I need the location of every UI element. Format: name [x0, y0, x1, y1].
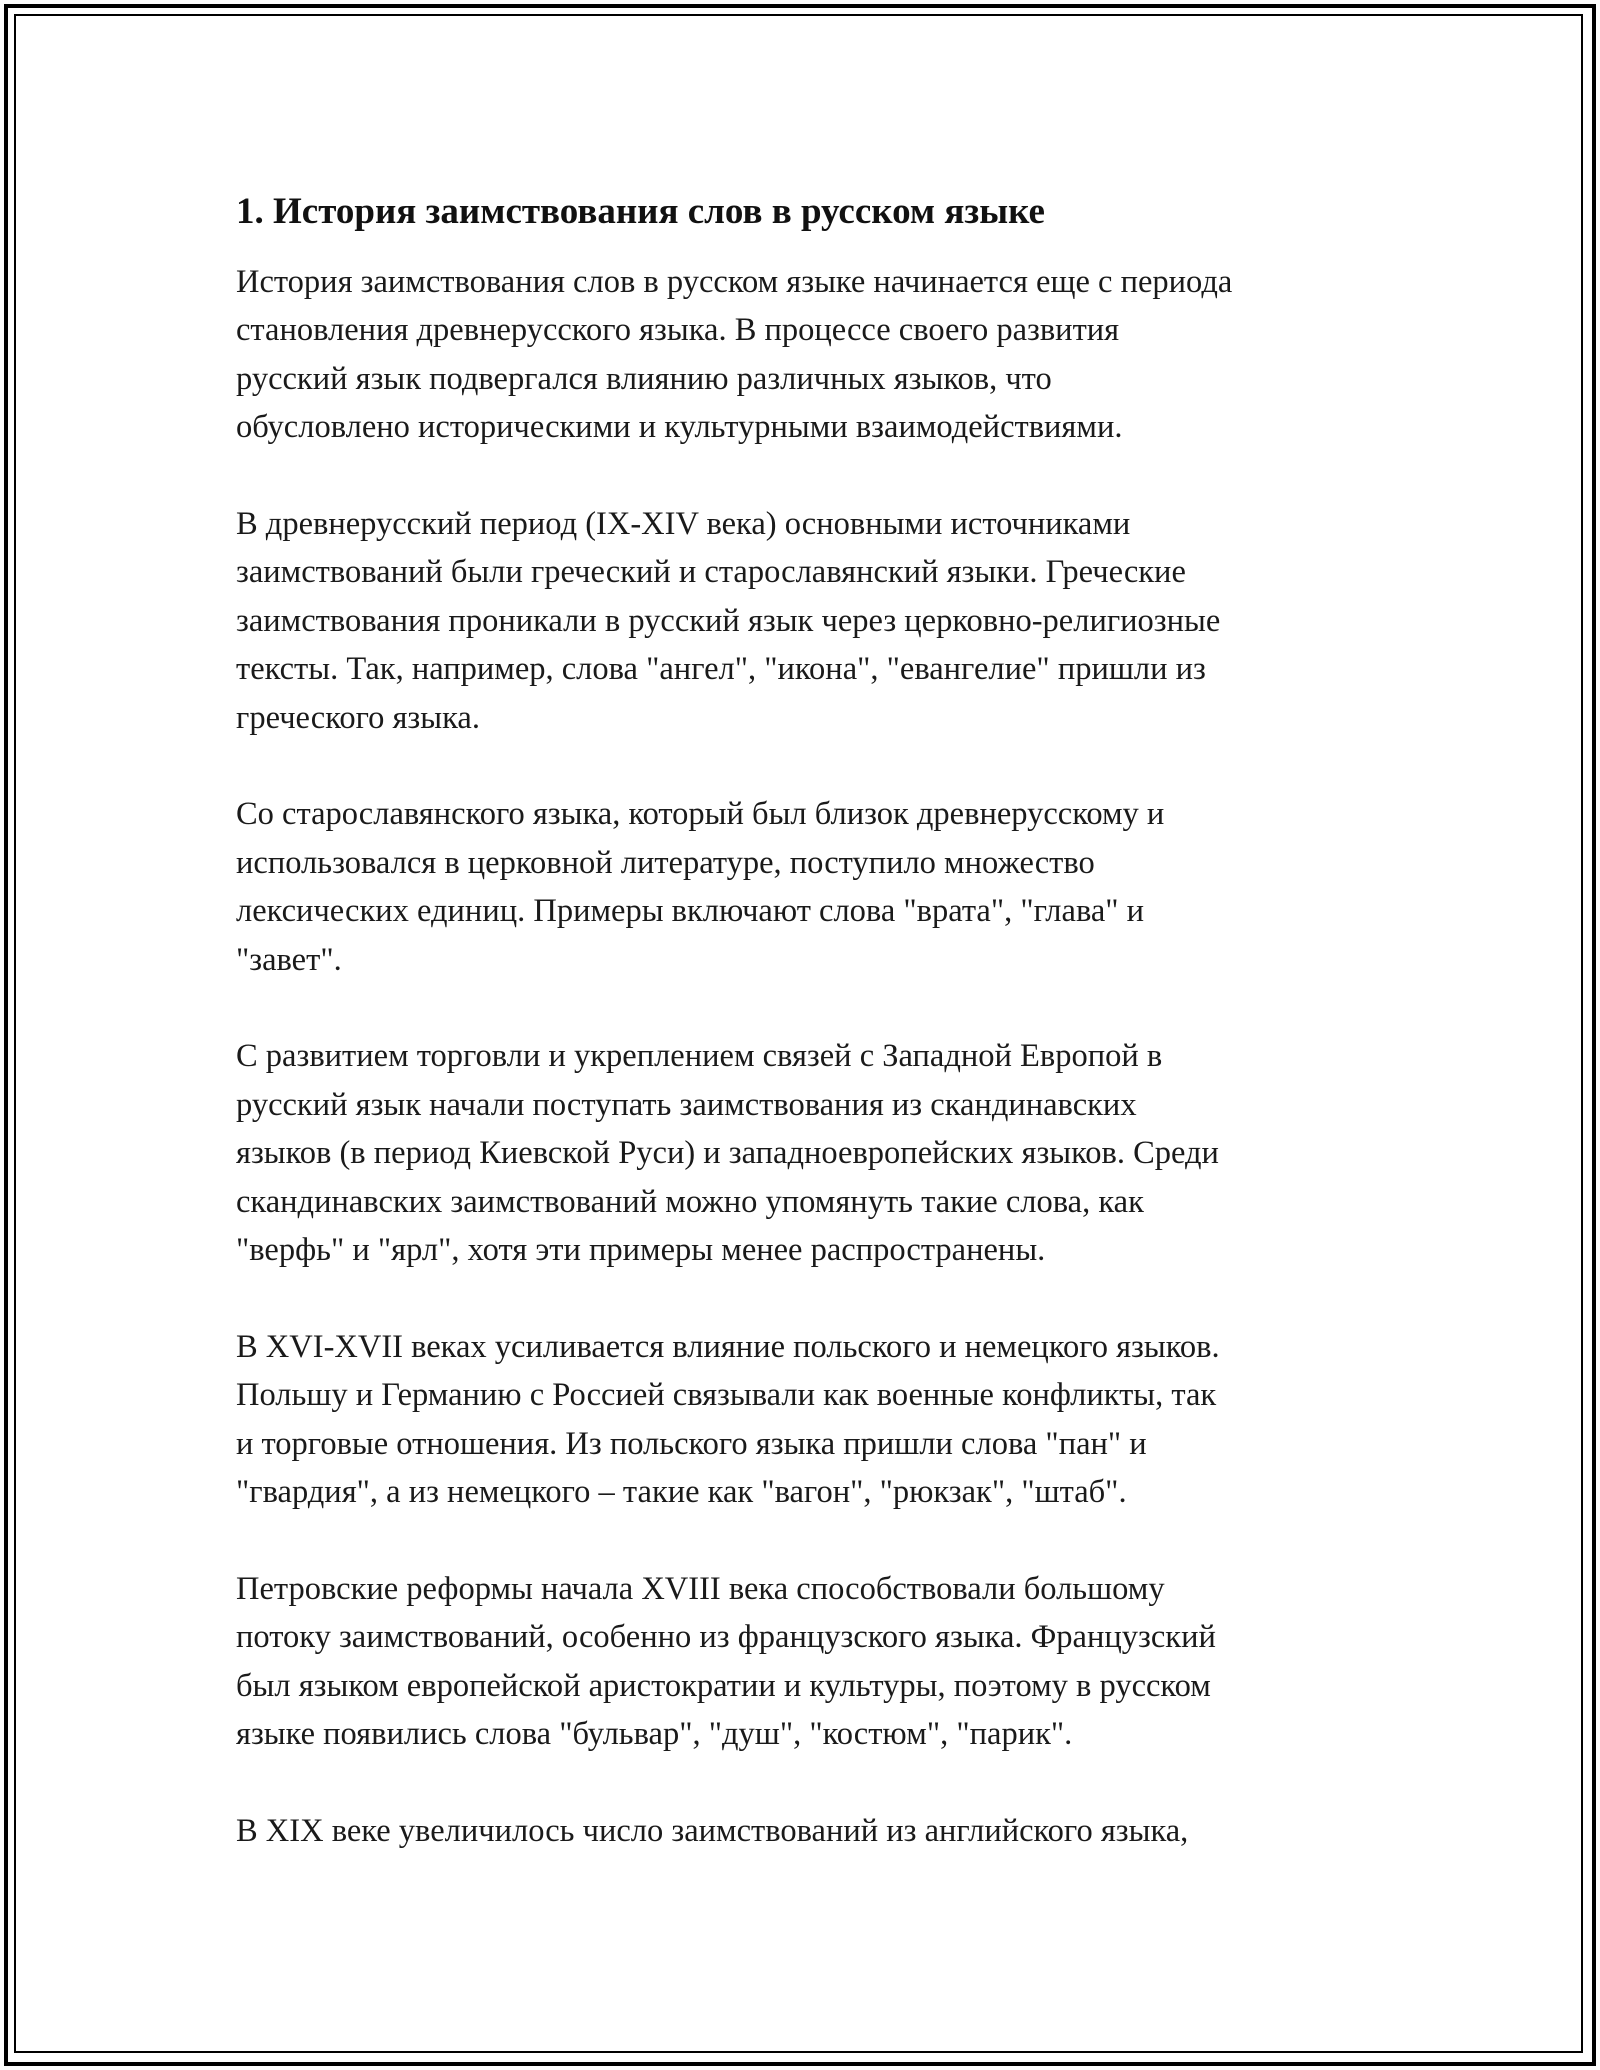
text-line: В XIX веке увеличилось число заимствований из английского языка, — [236, 1812, 1189, 1849]
text-line: Польшу и Германию с Россией связывали как военные конфликты, так — [236, 1377, 1217, 1414]
paragraph-old-slavonic — [236, 790, 1386, 984]
paragraph-16-17-centuries — [236, 1323, 1386, 1517]
text-line: и торговые отношения. Из польского языка пришли слова "пан" и — [236, 1425, 1147, 1462]
text-line: заимствований были греческий и старославянский языки. Греческие — [236, 554, 1186, 591]
paragraph-western-europe — [236, 1032, 1386, 1274]
text-line: языке появились слова "бульвар", "душ", "костюм", "парик". — [236, 1716, 1073, 1753]
paragraph-19-century — [236, 1807, 1386, 1855]
text-line: скандинавских заимствований можно упомянуть такие слова, как — [236, 1183, 1144, 1220]
text-line: "гвардия", а из немецкого – такие как "вагон", "рюкзак", "штаб". — [236, 1474, 1127, 1511]
text-line: заимствования проникали в русский язык через церковно-религиозные — [236, 602, 1221, 639]
text-line: языков (в период Киевской Руси) и западноевропейских языков. Среди — [236, 1135, 1219, 1172]
text-line: лексических единиц. Примеры включают слова "врата", "глава" и — [236, 893, 1145, 930]
section-heading: 1. История заимствования слов в русском языке — [236, 191, 1045, 232]
text-line: С развитием торговли и укреплением связей с Западной Европой в — [236, 1038, 1163, 1075]
text-line: обусловлено историческими и культурными взаимодействиями. — [236, 409, 1123, 446]
text-line: тексты. Так, например, слова "ангел", "икона", "евангелие" пришли из — [236, 651, 1206, 688]
text-line: "верфь" и "ярл", хотя эти примеры менее распространены. — [236, 1232, 1046, 1269]
paragraph-petrine-reforms — [236, 1565, 1386, 1759]
paragraph-old-russian-period — [236, 500, 1386, 742]
text-line: "завет". — [236, 941, 342, 978]
text-line: В древнерусский период (IX-XIV века) основными источниками — [236, 506, 1131, 543]
text-line: русский язык подвергался влиянию различных языков, что — [236, 360, 1052, 397]
text-line: русский язык начали поступать заимствования из скандинавских — [236, 1086, 1137, 1123]
text-line: потоку заимствований, особенно из французского языка. Французский — [236, 1619, 1216, 1656]
document-body — [236, 188, 1386, 1904]
text-line: становления древнерусского языка. В процессе своего развития — [236, 312, 1120, 349]
text-line: Петровские реформы начала XVIII века способствовали большому — [236, 1570, 1165, 1607]
text-line: Со старославянского языка, который был близок древнерусскому и — [236, 796, 1165, 833]
text-line: греческого языка. — [236, 699, 480, 736]
paragraph-intro — [236, 258, 1386, 452]
text-line: использовался в церковной литературе, поступило множество — [236, 844, 1095, 881]
text-line: История заимствования слов в русском языке начинается еще с периода — [236, 264, 1233, 300]
text-line: был языком европейской аристократии и культуры, поэтому в русском — [236, 1667, 1211, 1704]
text-line: В XVI-XVII веках усиливается влияние польского и немецкого языков. — [236, 1328, 1220, 1365]
